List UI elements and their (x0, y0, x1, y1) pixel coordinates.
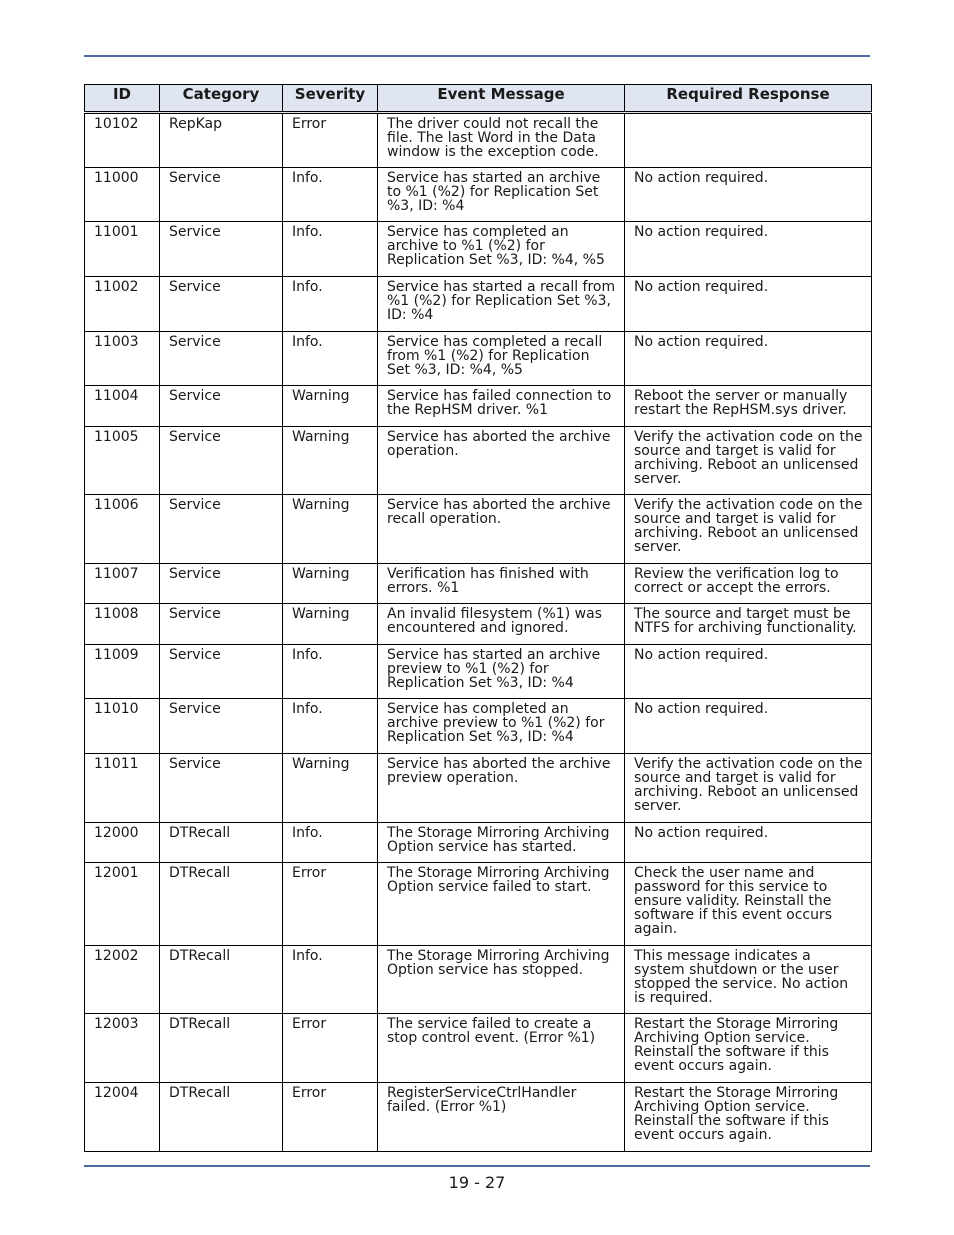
cell-event-message: The Storage Mirroring Archiving Option service has stopped. (378, 946, 625, 1014)
cell-category: Service (160, 495, 283, 564)
table-row (85, 277, 872, 332)
cell-severity: Error (283, 1014, 378, 1083)
cell-id: 11008 (85, 604, 160, 645)
cell-category: Service (160, 645, 283, 699)
table-row (85, 495, 872, 564)
cell-event-message: The service failed to create a stop control event. (Error %1) (378, 1014, 625, 1083)
cell-required-response: Verify the activation code on the source and target is valid for archiving. Reboot an unlicensed server. (625, 754, 872, 823)
cell-id: 11011 (85, 754, 160, 823)
cell-event-message: The Storage Mirroring Archiving Option service has started. (378, 823, 625, 863)
cell-severity: Info. (283, 946, 378, 1014)
cell-event-message: Service has aborted the archive recall operation. (378, 495, 625, 564)
cell-event-message: Service has started an archive to %1 (%2) for Replication Set %3, ID: %4 (378, 168, 625, 222)
cell-event-message: Service has completed an archive to %1 (%2) for Replication Set %3, ID: %4, %5 (378, 222, 625, 277)
cell-required-response: No action required. (625, 168, 872, 222)
cell-id: 10102 (85, 113, 160, 168)
cell-required-response (625, 113, 872, 168)
cell-event-message: Service has started a recall from %1 (%2) for Replication Set %3, ID: %4 (378, 277, 625, 332)
table-row (85, 823, 872, 863)
cell-event-message: An invalid filesystem (%1) was encountered and ignored. (378, 604, 625, 645)
cell-severity: Warning (283, 495, 378, 564)
cell-event-message: Service has failed connection to the RepHSM driver. %1 (378, 386, 625, 427)
cell-id: 12001 (85, 863, 160, 946)
cell-id: 11010 (85, 699, 160, 754)
cell-severity: Warning (283, 564, 378, 604)
cell-severity: Info. (283, 645, 378, 699)
cell-category: Service (160, 754, 283, 823)
cell-event-message: Service has completed a recall from %1 (%2) for Replication Set %3, ID: %4, %5 (378, 332, 625, 386)
cell-required-response: Restart the Storage Mirroring Archiving Option service. Reinstall the software if this event occurs again. (625, 1014, 872, 1083)
cell-category: Service (160, 604, 283, 645)
cell-severity: Error (283, 1083, 378, 1152)
header-severity: Severity (283, 85, 378, 113)
table-row (85, 754, 872, 823)
page-number: 19 - 27 (448, 1173, 506, 1192)
cell-required-response: Restart the Storage Mirroring Archiving Option service. Reinstall the software if this event occurs again. (625, 1083, 872, 1152)
cell-severity: Info. (283, 823, 378, 863)
cell-category: RepKap (160, 113, 283, 168)
header-rule (84, 55, 870, 57)
cell-category: Service (160, 332, 283, 386)
cell-severity: Info. (283, 168, 378, 222)
cell-required-response: No action required. (625, 645, 872, 699)
cell-id: 12002 (85, 946, 160, 1014)
cell-category: Service (160, 168, 283, 222)
cell-category: Service (160, 427, 283, 495)
cell-required-response: No action required. (625, 222, 872, 277)
table-row (85, 113, 872, 168)
cell-id: 11007 (85, 564, 160, 604)
cell-id: 11005 (85, 427, 160, 495)
cell-severity: Info. (283, 277, 378, 332)
footer-rule (84, 1165, 870, 1167)
table-row (85, 427, 872, 495)
header-required-response: Required Response (625, 85, 872, 113)
table-body (85, 113, 872, 1152)
cell-event-message: Service has aborted the archive preview operation. (378, 754, 625, 823)
cell-severity: Info. (283, 222, 378, 277)
cell-required-response: Verify the activation code on the source and target is valid for archiving. Reboot an unlicensed server. (625, 495, 872, 564)
cell-severity: Warning (283, 386, 378, 427)
cell-severity: Info. (283, 332, 378, 386)
cell-severity: Info. (283, 699, 378, 754)
cell-required-response: No action required. (625, 699, 872, 754)
cell-event-message: The driver could not recall the file. The last Word in the Data window is the exception code. (378, 113, 625, 168)
cell-event-message: Service has started an archive preview to %1 (%2) for Replication Set %3, ID: %4 (378, 645, 625, 699)
cell-severity: Error (283, 863, 378, 946)
table-row (85, 1083, 872, 1152)
cell-id: 11004 (85, 386, 160, 427)
cell-required-response: No action required. (625, 332, 872, 386)
cell-category: DTRecall (160, 863, 283, 946)
cell-id: 11006 (85, 495, 160, 564)
table-row (85, 863, 872, 946)
cell-id: 12004 (85, 1083, 160, 1152)
cell-category: DTRecall (160, 946, 283, 1014)
cell-id: 11001 (85, 222, 160, 277)
cell-event-message: Verification has finished with errors. %1 (378, 564, 625, 604)
cell-category: Service (160, 564, 283, 604)
header-id: ID (85, 85, 160, 113)
cell-required-response: No action required. (625, 823, 872, 863)
cell-required-response: Check the user name and password for this service to ensure validity. Reinstall the software if this event occurs again. (625, 863, 872, 946)
cell-required-response: This message indicates a system shutdown or the user stopped the service. No action is required. (625, 946, 872, 1014)
cell-category: Service (160, 277, 283, 332)
cell-event-message: The Storage Mirroring Archiving Option service failed to start. (378, 863, 625, 946)
cell-required-response: Verify the activation code on the source and target is valid for archiving. Reboot an unlicensed server. (625, 427, 872, 495)
cell-event-message: Service has aborted the archive operation. (378, 427, 625, 495)
cell-category: Service (160, 386, 283, 427)
table-row (85, 645, 872, 699)
header-category: Category (160, 85, 283, 113)
table-row (85, 946, 872, 1014)
cell-event-message: RegisterServiceCtrlHandler failed. (Error %1) (378, 1083, 625, 1152)
cell-category: DTRecall (160, 1014, 283, 1083)
cell-id: 11000 (85, 168, 160, 222)
cell-severity: Error (283, 113, 378, 168)
cell-category: DTRecall (160, 1083, 283, 1152)
cell-id: 12003 (85, 1014, 160, 1083)
header-event-message: Event Message (378, 85, 625, 113)
table-row (85, 564, 872, 604)
cell-required-response: Review the verification log to correct or accept the errors. (625, 564, 872, 604)
event-table (84, 84, 872, 1152)
table-row (85, 222, 872, 277)
table-row (85, 332, 872, 386)
cell-id: 11003 (85, 332, 160, 386)
cell-severity: Warning (283, 427, 378, 495)
table-row (85, 604, 872, 645)
cell-id: 12000 (85, 823, 160, 863)
cell-required-response: No action required. (625, 277, 872, 332)
cell-id: 11009 (85, 645, 160, 699)
cell-required-response: The source and target must be NTFS for archiving functionality. (625, 604, 872, 645)
table-row (85, 386, 872, 427)
cell-category: Service (160, 699, 283, 754)
cell-required-response: Reboot the server or manually restart the RepHSM.sys driver. (625, 386, 872, 427)
table-row (85, 1014, 872, 1083)
cell-event-message: Service has completed an archive preview to %1 (%2) for Replication Set %3, ID: %4 (378, 699, 625, 754)
table-row (85, 699, 872, 754)
cell-category: DTRecall (160, 823, 283, 863)
cell-category: Service (160, 222, 283, 277)
cell-id: 11002 (85, 277, 160, 332)
table-header-row (85, 85, 872, 113)
cell-severity: Warning (283, 754, 378, 823)
cell-severity: Warning (283, 604, 378, 645)
table-row (85, 168, 872, 222)
